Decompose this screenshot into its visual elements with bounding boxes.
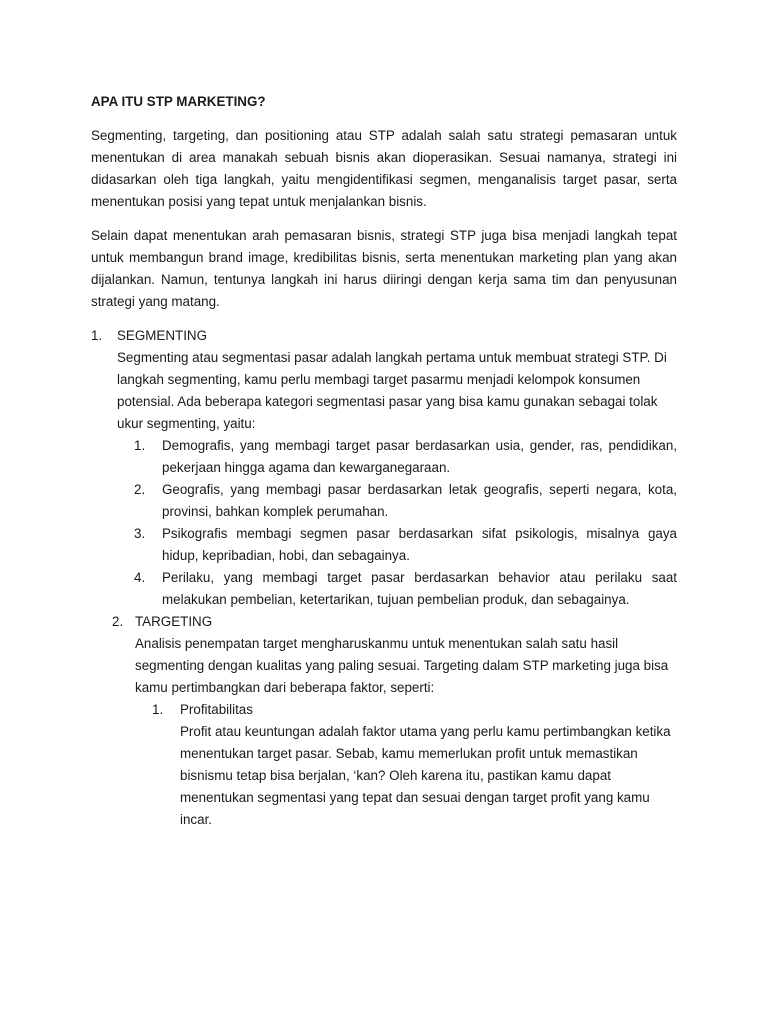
section-heading: TARGETING [135, 614, 213, 629]
list-item-text: Psikografis membagi segmen pasar berdasarkan sifat psikologis, misalnya gaya hidup, kepribadian, hobi, dan sebagainya. [162, 526, 677, 563]
list-item [117, 435, 677, 479]
section-description: Segmenting atau segmentasi pasar adalah langkah pertama untuk membuat strategi STP. Di langkah segmenting, kamu perlu membagi target pasarmu menjadi kelompok konsumen potensial. Ada beberapa kategori segmentasi pasar yang bisa kamu gunakan sebagai tolak ukur segmenting, yaitu: [117, 350, 667, 431]
list-item [117, 567, 677, 611]
section-number: 1. [91, 328, 103, 343]
section-description: Analisis penempatan target mengharuskanmu untuk menentukan salah satu hasil segmenting dengan kualitas yang paling sesuai. Targeting dalam STP marketing juga bisa kamu pertimbangkan dari beberapa faktor, seperti: [135, 636, 669, 695]
section-segmenting [91, 325, 677, 611]
section-number: 2. [112, 614, 124, 629]
list-item-text: Profit atau keuntungan adalah faktor utama yang perlu kamu pertimbangkan ketika menentukan target pasar. Sebab, kamu memerlukan profit untuk memastikan bisnismu tetap bisa berjalan, ‘kan? Oleh karena itu, pastikan kamu dapat menentukan segmentasi yang tepat dan sesuai dengan target profit yang kamu incar. [180, 724, 671, 827]
intro-paragraph-1: Segmenting, targeting, dan positioning atau STP adalah salah satu strategi pemasaran untuk menentukan di area manakah sebuah bisnis akan dioperasikan. Sesuai namanya, strategi ini didasarkan oleh tiga langkah, yaitu mengidentifikasi segmen, menganalisis target pasar, serta menentukan posisi yang tepat untuk menjalankan bisnis. [91, 128, 677, 209]
document-body [91, 92, 677, 831]
intro-paragraph-2: Selain dapat menentukan arah pemasaran bisnis, strategi STP juga bisa menjadi langkah tepat untuk membangun brand image, kredibilitas bisnis, serta menentukan marketing plan yang akan dijalankan. Namun, tentunya langkah ini harus diiringi dengan kerja sama tim dan penyusunan strategi yang matang. [91, 228, 677, 309]
list-item-text: Geografis, yang membagi pasar berdasarkan letak geografis, seperti negara, kota, provinsi, bahkan komplek perumahan. [162, 482, 677, 519]
main-list [91, 325, 677, 831]
list-item-number: 1. [134, 438, 146, 453]
list-item-text: Perilaku, yang membagi target pasar berdasarkan behavior atau perilaku saat melakukan pembelian, ketertarikan, tujuan pembelian produk, dan sebagainya. [162, 570, 677, 607]
list-item-number: 3. [134, 526, 146, 541]
list-item [135, 699, 677, 831]
section-heading: SEGMENTING [117, 328, 208, 343]
list-item-text: Demografis, yang membagi target pasar berdasarkan usia, gender, ras, pendidikan, pekerjaan hingga agama dan kewarganegaraan. [162, 438, 677, 475]
list-item-heading: Profitabilitas [180, 702, 253, 717]
list-item [117, 479, 677, 523]
list-item-number: 4. [134, 570, 146, 585]
list-item-number: 2. [134, 482, 146, 497]
document-title: APA ITU STP MARKETING? [91, 94, 266, 109]
list-item [117, 523, 677, 567]
list-item-number: 1. [152, 702, 164, 717]
targeting-sublist [135, 699, 677, 831]
section-targeting [91, 611, 677, 831]
segmenting-sublist [117, 435, 677, 611]
